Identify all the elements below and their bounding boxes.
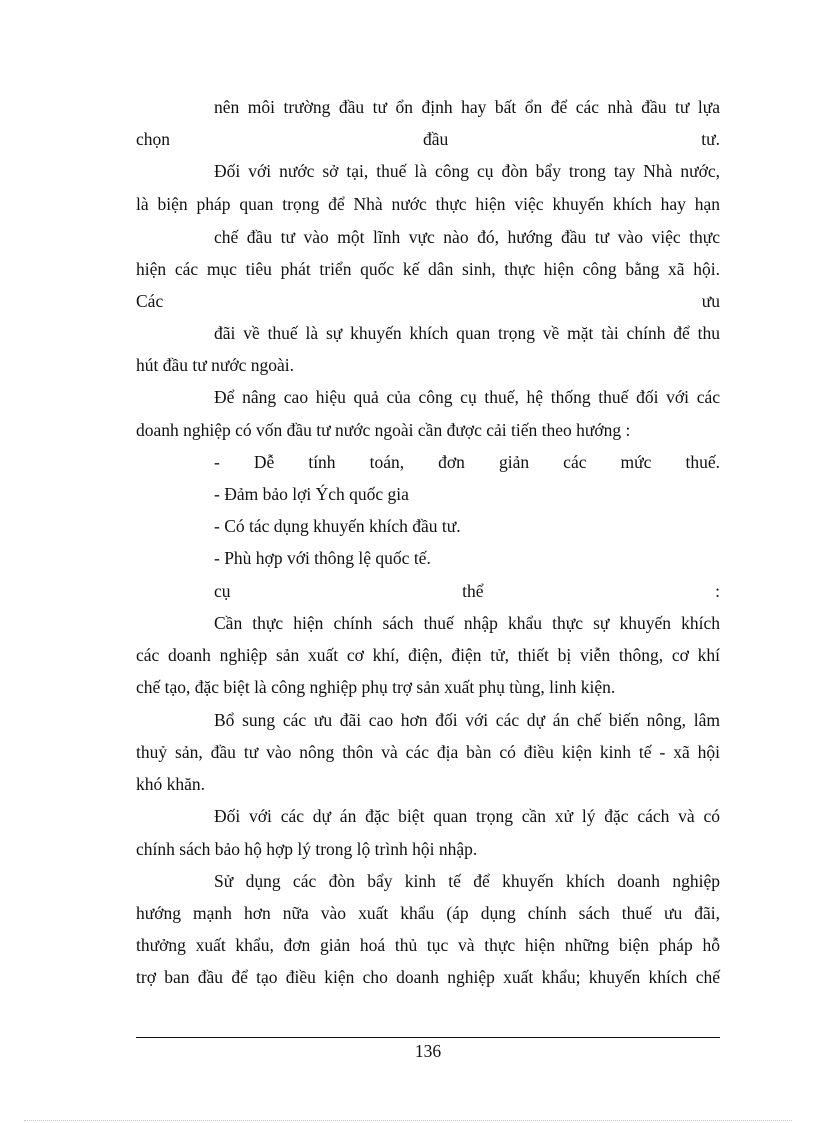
text-line: thưởng xuất khẩu, đơn giản hoá thủ tục và thực hiện những biện pháp hỗ bbox=[136, 935, 720, 955]
text-line: trợ ban đầu để tạo điều kiện cho doanh nghiệp xuất khẩu; khuyến khích chế bbox=[136, 967, 720, 987]
word: toán, bbox=[369, 452, 405, 472]
footer-rule bbox=[136, 1037, 720, 1038]
text-line: Đối với các dự án đặc biệt quan trọng cần xử lý đặc cách và có bbox=[214, 806, 720, 826]
word: giản bbox=[498, 452, 530, 472]
text-line: Đối với nước sở tại, thuế là công cụ đòn bẩy trong tay Nhà nước, bbox=[214, 161, 720, 181]
word: các bbox=[563, 452, 587, 472]
text-line: chế tạo, đặc biệt là công nghiệp phụ trợ sản xuất phụ tùng, linh kiện. bbox=[136, 677, 616, 697]
text-line: đãi về thuế là sự khuyến khích quan trọng về mặt tài chính để thu bbox=[214, 323, 720, 343]
text-line-justified bbox=[136, 290, 720, 312]
text-line: thuỷ sản, đầu tư vào nông thôn và các địa bàn có điều kiện kinh tế - xã hội bbox=[136, 742, 720, 762]
word: tư. bbox=[701, 129, 720, 149]
text-line-justified bbox=[136, 128, 720, 150]
text-line: chế đầu tư vào một lĩnh vực nào đó, hướng đầu tư vào việc thực bbox=[214, 227, 720, 247]
page-number: 136 bbox=[414, 1041, 442, 1061]
text-line: là biện pháp quan trọng để Nhà nước thực hiện việc khuyến khích hay hạn bbox=[136, 194, 720, 214]
word: tính bbox=[308, 452, 336, 472]
text-line: các doanh nghiệp sản xuất cơ khí, điện, điện tử, thiết bị viễn thông, cơ khí bbox=[136, 645, 720, 665]
text-line: - Phù hợp với thông lệ quốc tế. bbox=[214, 548, 431, 568]
page-edge-divider bbox=[24, 1120, 792, 1121]
text-line: hút đầu tư nước ngoài. bbox=[136, 355, 294, 375]
text-line: Để nâng cao hiệu quả của công cụ thuế, hệ thống thuế đối với các bbox=[214, 387, 720, 407]
word: chọn bbox=[136, 129, 171, 149]
text-line: Sử dụng các đòn bẩy kinh tế để khuyến khích doanh nghiệp bbox=[214, 871, 720, 891]
word: thể bbox=[462, 581, 484, 601]
word: ưu bbox=[701, 291, 720, 311]
text-line: chính sách bảo hộ hợp lý trong lộ trình hội nhập. bbox=[136, 839, 478, 859]
text-line-justified bbox=[214, 580, 720, 602]
word: đầu bbox=[423, 129, 449, 149]
text-line: - Đảm bảo lợi Ých quốc gia bbox=[214, 484, 409, 504]
word: đơn bbox=[438, 452, 465, 472]
word: cụ bbox=[214, 581, 231, 601]
text-line: hiện các mục tiêu phát triển quốc kế dân sinh, thực hiện công bằng xã hội. bbox=[136, 259, 720, 279]
text-line: - Có tác dụng khuyến khích đầu tư. bbox=[214, 516, 461, 536]
word: - bbox=[214, 452, 220, 472]
text-line-justified bbox=[214, 451, 720, 473]
word: thuế. bbox=[685, 452, 720, 472]
word: Các bbox=[136, 291, 164, 311]
text-line: Bổ sung các ưu đãi cao hơn đối với các dự án chế biến nông, lâm bbox=[214, 710, 720, 730]
text-line: Cần thực hiện chính sách thuế nhập khẩu thực sự khuyến khích bbox=[214, 613, 720, 633]
word: Dễ bbox=[253, 452, 275, 472]
text-line: nên môi trường đầu tư ổn định hay bất ổn để các nhà đầu tư lựa bbox=[214, 97, 720, 117]
word: mức bbox=[620, 452, 652, 472]
text-line: doanh nghiệp có vốn đầu tư nước ngoài cần được cải tiến theo hướng : bbox=[136, 420, 631, 440]
word: : bbox=[715, 581, 720, 601]
text-line: hướng mạnh hơn nữa vào xuất khẩu (áp dụng chính sách thuế ưu đãi, bbox=[136, 903, 720, 923]
text-line: khó khăn. bbox=[136, 774, 206, 794]
